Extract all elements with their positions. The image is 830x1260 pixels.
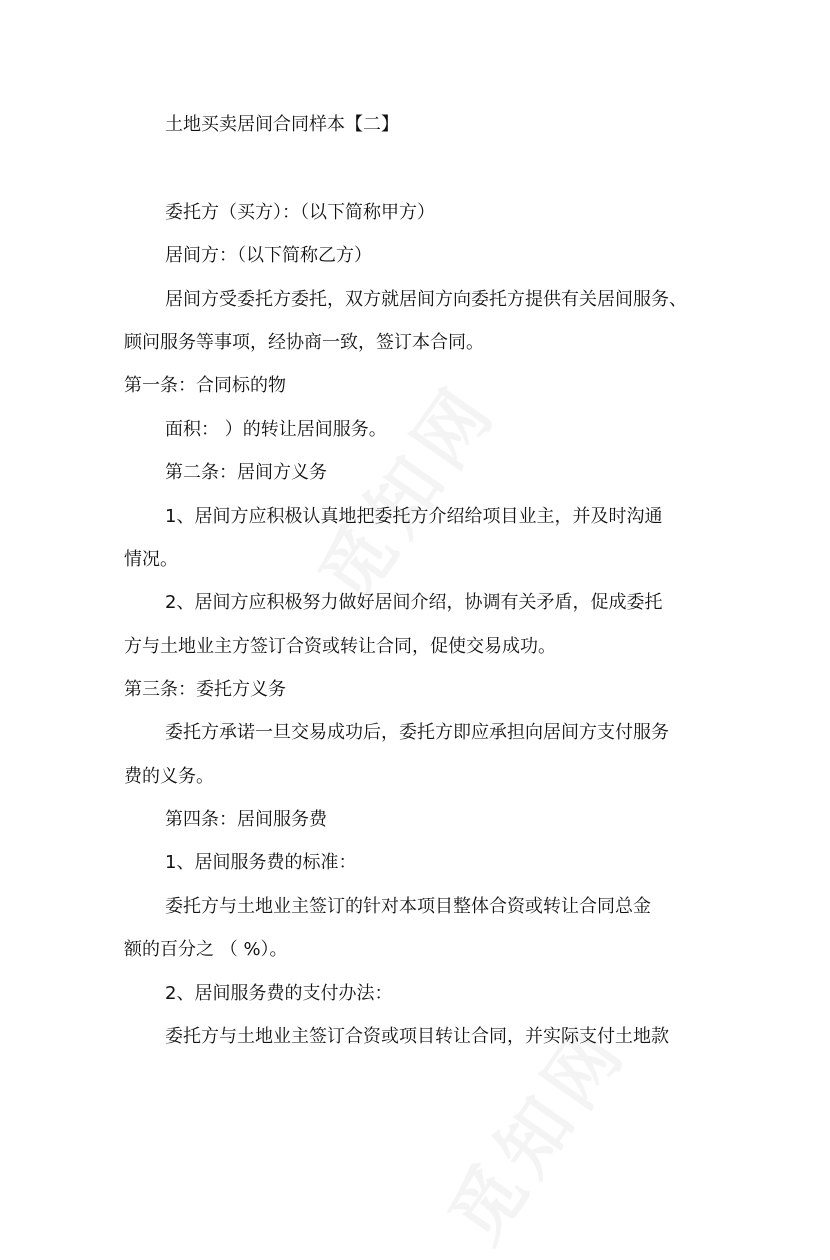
article-2-heading: 第二条：居间方义务 xyxy=(165,462,327,483)
article-2-item2-line1: 2、居间方应积极努力做好居间介绍，协调有关矛盾，促成委托 xyxy=(165,592,663,613)
article-2-item1-line1: 1、居间方应积极认真地把委托方介绍给项目业主，并及时沟通 xyxy=(165,506,663,527)
article-4-item1-body-line2: 额的百分之 （ %）。 xyxy=(124,939,288,960)
article-4-heading: 第四条：居间服务费 xyxy=(165,809,327,830)
watermark xyxy=(290,358,516,619)
article-3-body-line2: 费的义务。 xyxy=(124,766,214,787)
article-4-item2-body-line1: 委托方与土地业主签订合资或项目转让合同，并实际支付土地款 xyxy=(165,1026,669,1047)
article-4-item1-body-line1: 委托方与土地业主签订的针对本项目整体合资或转让合同总金 xyxy=(165,896,651,917)
article-1-heading: 第一条：合同标的物 xyxy=(124,375,286,396)
document-title: 土地买卖居间合同样本【二】 xyxy=(165,114,399,135)
article-3-body-line1: 委托方承诺一旦交易成功后，委托方即应承担向居间方支付服务 xyxy=(165,722,669,743)
paragraph-intro-line1: 居间方受委托方委托，双方就居间方向委托方提供有关居间服务、 xyxy=(165,289,687,310)
paragraph-client: 委托方（买方）：（以下简称甲方） xyxy=(165,202,435,223)
article-4-item2-heading: 2、居间服务费的支付办法： xyxy=(165,983,393,1004)
article-2-item1-line2: 情况。 xyxy=(124,549,178,570)
paragraph-intro-line2: 顾问服务等事项，经协商一致，签订本合同。 xyxy=(124,332,484,353)
article-4-item1-heading: 1、居间服务费的标准： xyxy=(165,852,357,873)
article-2-item2-line2: 方与土地业主方签订合资或转让合同，促使交易成功。 xyxy=(124,636,556,657)
paragraph-intermediary: 居间方：（以下简称乙方） xyxy=(165,245,372,266)
article-1-area: 面积： ）的转让居间服务。 xyxy=(165,419,387,440)
article-3-heading: 第三条：委托方义务 xyxy=(124,679,286,700)
